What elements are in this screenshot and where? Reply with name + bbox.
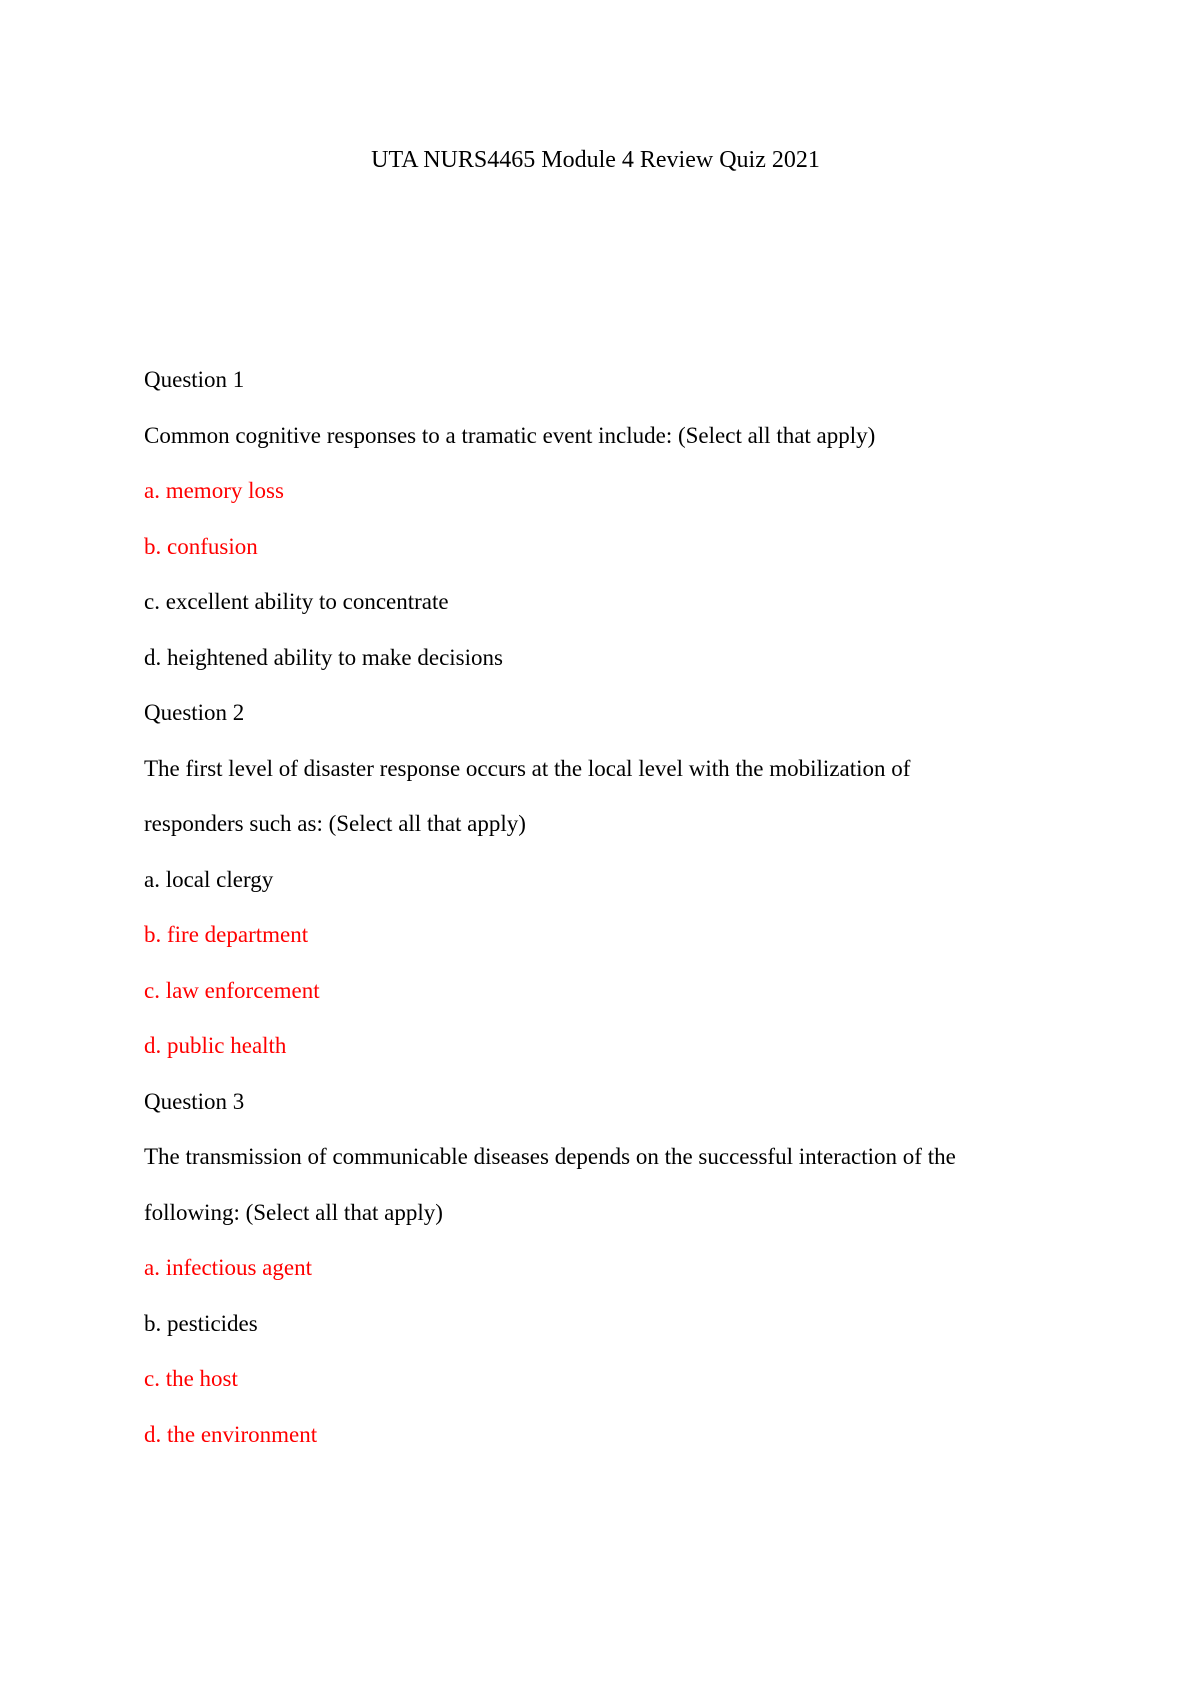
option: c. excellent ability to concentrate: [144, 589, 449, 614]
option-correct: b. confusion: [144, 533, 258, 559]
option: d. heightened ability to make decisions: [144, 644, 503, 670]
option-correct: c. law enforcement: [144, 977, 320, 1003]
option: b. pesticides: [144, 1310, 258, 1336]
question-2: [144, 698, 1064, 1087]
question-1: [144, 365, 1064, 698]
question-prompt: following: (Select all that apply): [144, 1199, 443, 1225]
option-correct: d. public health: [144, 1033, 287, 1058]
option-correct: c. the host: [144, 1366, 238, 1391]
question-prompt: The first level of disaster response occurs at the local level with the mobilization of: [144, 755, 911, 781]
option-correct: d. the environment: [144, 1421, 318, 1447]
option-correct: a. memory loss: [144, 478, 284, 503]
question-prompt: The transmission of communicable diseases depends on the successful interaction of the: [144, 1144, 956, 1169]
option-correct: b. fire department: [144, 922, 309, 947]
question-heading: Question 1: [144, 367, 245, 392]
question-prompt: Common cognitive responses to a tramatic event include: (Select all that apply): [144, 422, 876, 448]
question-prompt: responders such as: (Select all that apply): [144, 811, 526, 836]
quiz-body: [144, 365, 1064, 1475]
document-title: UTA NURS4465 Module 4 Review Quiz 2021: [371, 147, 820, 173]
question-3: [144, 1087, 1064, 1476]
question-heading: Question 2: [144, 700, 245, 725]
option: a. local clergy: [144, 866, 274, 892]
question-heading: Question 3: [144, 1088, 245, 1114]
option-correct: a. infectious agent: [144, 1255, 312, 1280]
